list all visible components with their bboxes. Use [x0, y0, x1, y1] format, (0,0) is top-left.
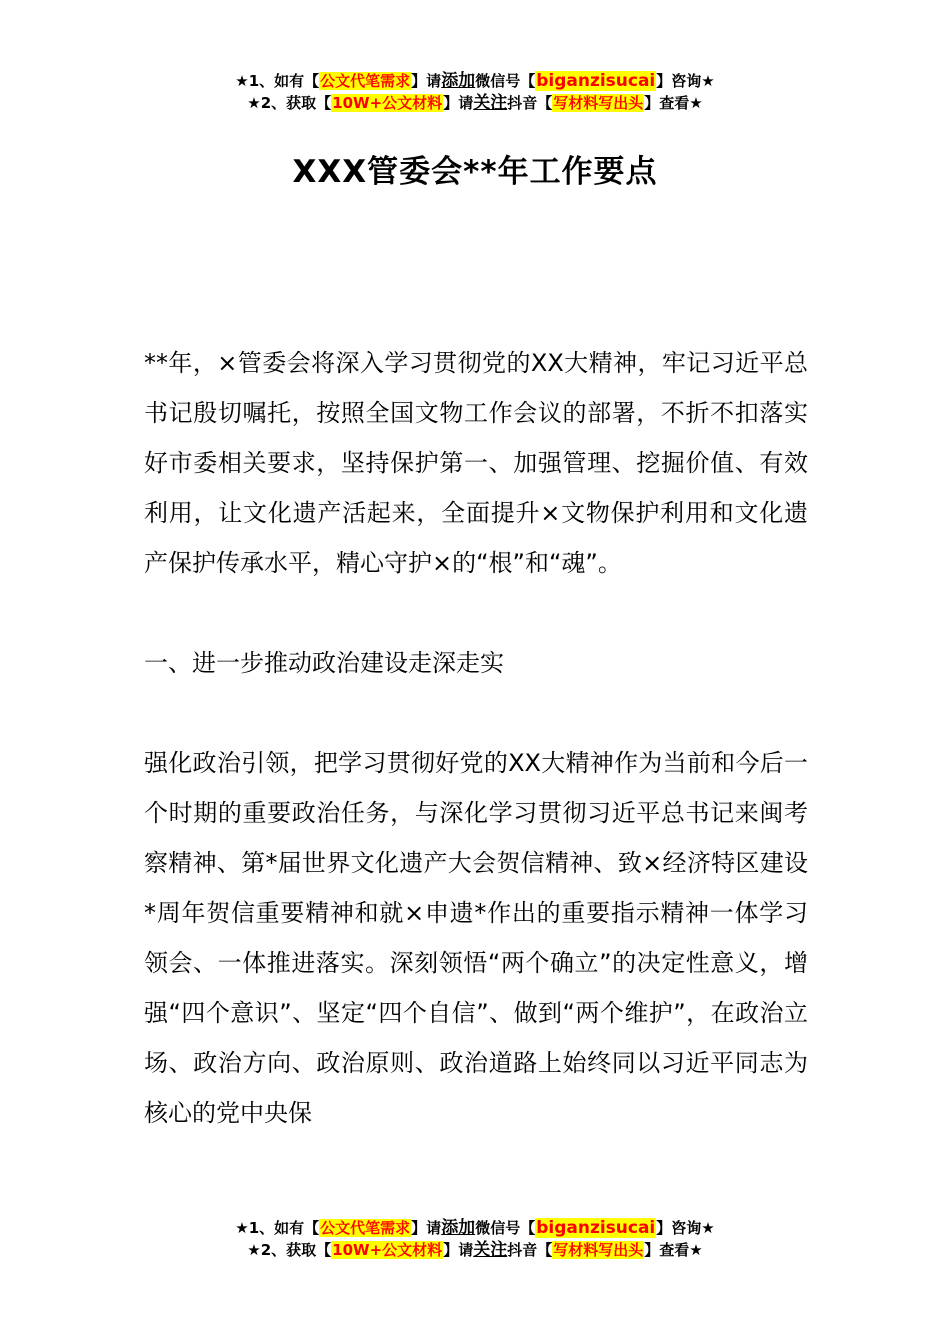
promo-highlight: 公文代笔需求	[320, 72, 411, 90]
paragraph-gap	[144, 688, 808, 738]
promo-text: 】咨询★	[656, 1219, 715, 1237]
promo-highlight: 10W+公文材料	[332, 1241, 443, 1259]
promo-text: ★2、获取【	[247, 1241, 332, 1259]
promo-text: ★2、获取【	[247, 94, 332, 112]
promo-emphasis: 添加	[441, 71, 476, 91]
promo-emphasis: 关注	[473, 1240, 508, 1260]
intro-paragraph: **年，×管委会将深入学习贯彻党的XX大精神，牢记习近平总书记殷切嘱托，按照全国文物工作会议的部署，不折不扣落实好市委相关要求，坚持保护第一、加强管理、挖掘价值、有效利用，让文化遗产活起来，全面提升×文物保护利用和文化遗产保护传承水平，精心守护×的“根”和“魂”。	[144, 349, 808, 577]
section-body-1: 强化政治引领，把学习贯彻好党的XX大精神作为当前和今后一个时期的重要政治任务，与深化学习贯彻习近平总书记来闽考察精神、第*届世界文化遗产大会贺信精神、致×经济特区建设*周年贺信重要精神和就×申遗*作出的重要指示精神一体学习领会、一体推进落实。深刻领悟“两个确立”的决定性意义，增强“四个意识”、坚定“四个自信”、做到“两个维护”，在政治立场、政治方向、政治原则、政治道路上始终同以习近平同志为核心的党中央保	[144, 749, 808, 1127]
section-heading-1: 一、进一步推动政治建设走深走实	[144, 649, 504, 677]
promo-emphasis: 添加	[441, 1218, 476, 1238]
promo-douyin-id: 写材料写出头	[553, 94, 644, 112]
promo-text: 】请	[443, 1241, 474, 1259]
promo-wechat-id: biganzisucai	[536, 1218, 656, 1238]
promo-text: 】请	[443, 94, 474, 112]
promo-text: 】请	[411, 1219, 442, 1237]
promo-banner-bottom	[0, 1217, 950, 1261]
promo-text: 抖音【	[507, 94, 553, 112]
promo-text: 】查看★	[644, 94, 703, 112]
promo-text: ★1、如有【	[235, 72, 320, 90]
promo-line-1	[0, 1217, 950, 1239]
promo-text: 微信号【	[475, 72, 536, 90]
document-body	[144, 338, 808, 1138]
promo-banner-top	[0, 70, 950, 114]
promo-text: 】咨询★	[656, 72, 715, 90]
promo-emphasis: 关注	[473, 93, 508, 113]
promo-text: 】查看★	[644, 1241, 703, 1259]
promo-line-2	[0, 1239, 950, 1261]
document-title: XXX管委会**年工作要点	[292, 154, 658, 190]
promo-text: 抖音【	[507, 1241, 553, 1259]
promo-text: ★1、如有【	[235, 1219, 320, 1237]
paragraph-gap	[144, 588, 808, 638]
promo-douyin-id: 写材料写出头	[553, 1241, 644, 1259]
promo-line-2	[0, 92, 950, 114]
promo-text: 】请	[411, 72, 442, 90]
promo-wechat-id: biganzisucai	[536, 71, 656, 91]
promo-highlight: 公文代笔需求	[320, 1219, 411, 1237]
promo-line-1	[0, 70, 950, 92]
promo-highlight: 10W+公文材料	[332, 94, 443, 112]
promo-text: 微信号【	[475, 1219, 536, 1237]
